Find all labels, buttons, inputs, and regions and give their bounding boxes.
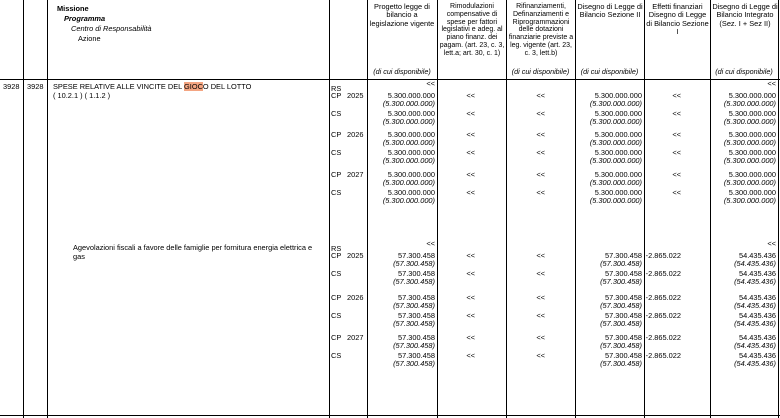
cell-effetti: <<	[672, 148, 681, 157]
cell-ddl-sez2-disponibile: (5.300.000.000)	[589, 156, 642, 165]
cell-ddl-sez2: 5.300.000.000	[594, 148, 642, 157]
cell-integrato-disponibile: (5.300.000.000)	[723, 99, 776, 108]
cell-effetti: -2.865.022	[645, 293, 681, 302]
cell-ddl-sez2: 57.300.458	[605, 293, 642, 302]
cell-rimodulazioni: <<	[466, 269, 475, 278]
cell-ddl-sez2-disponibile: (57.300.458)	[600, 259, 642, 268]
column-divider	[575, 0, 576, 418]
column-divider	[437, 0, 438, 418]
cell-progetto: 57.300.458	[398, 333, 435, 342]
cell-ddl-sez2: 5.300.000.000	[594, 188, 642, 197]
column-divider	[23, 0, 24, 418]
chapter-code-secondary: 3928	[27, 82, 44, 91]
cell-integrato-disponibile: (5.300.000.000)	[723, 156, 776, 165]
cell-effetti: -2.865.022	[645, 269, 681, 278]
cell-progetto: <<	[426, 239, 435, 248]
cell-rifinanziamenti: <<	[536, 170, 545, 179]
cell-rimodulazioni: <<	[466, 351, 475, 360]
cell-ddl-sez2: 57.300.458	[605, 251, 642, 260]
cell-integrato-disponibile: (54.435.436)	[734, 341, 776, 350]
chapter-title-text: SPESE RELATIVE ALLE VINCITE DEL	[53, 82, 185, 91]
row-type-label: CP	[331, 333, 342, 342]
cell-progetto-disponibile: (57.300.458)	[393, 359, 435, 368]
cell-rimodulazioni: <<	[466, 170, 475, 179]
cell-progetto-disponibile: (57.300.458)	[393, 301, 435, 310]
cell-rifinanziamenti: <<	[536, 293, 545, 302]
cell-rimodulazioni: <<	[466, 130, 475, 139]
cell-integrato-disponibile: (54.435.436)	[734, 277, 776, 286]
cell-integrato-disponibile: (54.435.436)	[734, 259, 776, 268]
header-di-cui-4: (di cui disponibile)	[580, 67, 639, 76]
cell-ddl-sez2: 57.300.458	[605, 351, 642, 360]
search-highlight: GIOC	[184, 82, 203, 91]
chapter-subcodes: ( 10.2.1 ) ( 1.1.2 )	[53, 91, 111, 100]
cell-integrato: 5.300.000.000	[728, 109, 776, 118]
cell-progetto: <<	[426, 79, 435, 88]
cell-ddl-sez2-disponibile: (5.300.000.000)	[589, 99, 642, 108]
cell-integrato-disponibile: (5.300.000.000)	[723, 196, 776, 205]
cell-progetto-disponibile: (57.300.458)	[393, 259, 435, 268]
cell-integrato: 54.435.436	[739, 351, 776, 360]
header-col-progetto: Progetto legge di bilancio a legislazione vigente	[369, 2, 435, 28]
row-type-label: CP	[331, 91, 342, 100]
header-divider	[0, 79, 780, 80]
cell-ddl-sez2: 5.300.000.000	[594, 91, 642, 100]
cell-effetti: <<	[672, 91, 681, 100]
cell-integrato: 5.300.000.000	[728, 188, 776, 197]
cell-effetti: <<	[672, 188, 681, 197]
row-type-label: CS	[331, 269, 342, 278]
cell-integrato: <<	[767, 79, 776, 88]
cell-integrato: 54.435.436	[739, 269, 776, 278]
cell-integrato-disponibile: (5.300.000.000)	[723, 178, 776, 187]
header-col-effetti: Effetti finanziari Disegno di Legge di Bilancio Sezione I	[646, 2, 709, 36]
cell-progetto-disponibile: (5.300.000.000)	[382, 178, 435, 187]
cell-rifinanziamenti: <<	[536, 311, 545, 320]
cell-effetti: -2.865.022	[645, 351, 681, 360]
header-missione: Missione	[57, 4, 89, 13]
cell-progetto: 57.300.458	[398, 351, 435, 360]
cell-progetto-disponibile: (57.300.458)	[393, 277, 435, 286]
row-type-label: CS	[331, 311, 342, 320]
cell-ddl-sez2: 5.300.000.000	[594, 130, 642, 139]
column-divider	[710, 0, 711, 418]
cell-rifinanziamenti: <<	[536, 130, 545, 139]
cell-rifinanziamenti: <<	[536, 351, 545, 360]
cell-ddl-sez2-disponibile: (5.300.000.000)	[589, 178, 642, 187]
header-di-cui-3: (di cui disponibile)	[511, 67, 570, 76]
cell-integrato: <<	[767, 239, 776, 248]
row-type-label: CP	[331, 130, 342, 139]
header-col-rifinanziamenti: Rifinanziamenti, Definanziamenti e Riprogrammazioni delle dotazioni finanziarie previste a leg. vigente (art. 23, c. 3, lett.b)	[508, 3, 574, 57]
header-col-integrato: Disegno di Legge di Bilancio Integrato (Sez. I + Sez II)	[712, 2, 778, 28]
row-year: 2025	[347, 91, 364, 100]
cell-rifinanziamenti: <<	[536, 91, 545, 100]
cell-progetto: 57.300.458	[398, 293, 435, 302]
cell-ddl-sez2-disponibile: (57.300.458)	[600, 341, 642, 350]
header-programma: Programma	[64, 14, 106, 23]
row-type-label: CS	[331, 351, 342, 360]
cell-rimodulazioni: <<	[466, 251, 475, 260]
cell-integrato-disponibile: (54.435.436)	[734, 301, 776, 310]
column-divider	[506, 0, 507, 418]
cell-integrato: 5.300.000.000	[728, 170, 776, 179]
cell-progetto-disponibile: (5.300.000.000)	[382, 117, 435, 126]
cell-effetti: <<	[672, 170, 681, 179]
cell-rimodulazioni: <<	[466, 148, 475, 157]
cell-integrato: 54.435.436	[739, 333, 776, 342]
header-azione: Azione	[78, 34, 101, 43]
cell-progetto: 57.300.458	[398, 251, 435, 260]
column-divider	[47, 0, 48, 418]
cell-ddl-sez2-disponibile: (57.300.458)	[600, 277, 642, 286]
cell-rimodulazioni: <<	[466, 293, 475, 302]
bottom-divider	[0, 415, 780, 416]
row-year: 2025	[347, 251, 364, 260]
cell-rifinanziamenti: <<	[536, 333, 545, 342]
row-year: 2026	[347, 130, 364, 139]
row-type-label: CS	[331, 148, 342, 157]
cell-progetto-disponibile: (5.300.000.000)	[382, 99, 435, 108]
column-divider	[329, 0, 330, 418]
cell-rifinanziamenti: <<	[536, 251, 545, 260]
cell-effetti: -2.865.022	[645, 311, 681, 320]
cell-ddl-sez2: 57.300.458	[605, 311, 642, 320]
cell-effetti: <<	[672, 130, 681, 139]
cell-ddl-sez2-disponibile: (57.300.458)	[600, 301, 642, 310]
row-type-label: CP	[331, 293, 342, 302]
cell-ddl-sez2-disponibile: (5.300.000.000)	[589, 196, 642, 205]
cell-progetto: 57.300.458	[398, 269, 435, 278]
cell-ddl-sez2: 57.300.458	[605, 269, 642, 278]
row-type-label: RS	[331, 244, 342, 253]
cell-ddl-sez2-disponibile: (5.300.000.000)	[589, 117, 642, 126]
cell-effetti: -2.865.022	[645, 333, 681, 342]
cell-progetto-disponibile: (57.300.458)	[393, 341, 435, 350]
cell-integrato-disponibile: (54.435.436)	[734, 359, 776, 368]
cell-ddl-sez2-disponibile: (5.300.000.000)	[589, 138, 642, 147]
cell-progetto: 5.300.000.000	[387, 91, 435, 100]
cell-progetto-disponibile: (5.300.000.000)	[382, 138, 435, 147]
chapter-title-text-end: O DEL LOTTO	[202, 82, 252, 91]
cell-progetto: 5.300.000.000	[387, 188, 435, 197]
header-col-rimodulazioni: Rimodulazioni compensative di spese per fattori legislativi e adeg. al piano finanz. dei pagam. (art. 23, c. 3, lett.a; art. 30, c. 1)	[439, 3, 505, 57]
row-year: 2027	[347, 333, 364, 342]
row-type-label: CS	[331, 109, 342, 118]
action-title: Agevolazioni fiscali a favore delle famiglie per fornitura energia elettrica e gas	[73, 243, 313, 261]
cell-progetto: 5.300.000.000	[387, 148, 435, 157]
header-centro: Centro di Responsabilità	[71, 24, 152, 33]
cell-rimodulazioni: <<	[466, 311, 475, 320]
cell-integrato-disponibile: (5.300.000.000)	[723, 117, 776, 126]
cell-rimodulazioni: <<	[466, 109, 475, 118]
cell-ddl-sez2: 5.300.000.000	[594, 109, 642, 118]
cell-rifinanziamenti: <<	[536, 269, 545, 278]
cell-progetto-disponibile: (5.300.000.000)	[382, 156, 435, 165]
cell-integrato: 5.300.000.000	[728, 148, 776, 157]
cell-progetto: 5.300.000.000	[387, 130, 435, 139]
cell-ddl-sez2: 5.300.000.000	[594, 170, 642, 179]
cell-effetti: <<	[672, 109, 681, 118]
cell-progetto-disponibile: (57.300.458)	[393, 319, 435, 328]
cell-rimodulazioni: <<	[466, 188, 475, 197]
header-di-cui-1: (di cui disponibile)	[373, 67, 431, 76]
row-type-label: CP	[331, 251, 342, 260]
row-year: 2026	[347, 293, 364, 302]
column-divider	[778, 0, 779, 418]
cell-integrato: 5.300.000.000	[728, 130, 776, 139]
cell-integrato: 54.435.436	[739, 311, 776, 320]
cell-effetti: -2.865.022	[645, 251, 681, 260]
cell-progetto: 5.300.000.000	[387, 170, 435, 179]
cell-integrato: 54.435.436	[739, 251, 776, 260]
cell-ddl-sez2-disponibile: (57.300.458)	[600, 319, 642, 328]
cell-rimodulazioni: <<	[466, 333, 475, 342]
cell-integrato: 5.300.000.000	[728, 91, 776, 100]
cell-rifinanziamenti: <<	[536, 109, 545, 118]
row-type-label: CP	[331, 170, 342, 179]
cell-progetto: 5.300.000.000	[387, 109, 435, 118]
chapter-code: 3928	[3, 82, 20, 91]
cell-ddl-sez2: 57.300.458	[605, 333, 642, 342]
header-col-ddl-sez2: Disegno di Legge di Bilancio Sezione II	[577, 2, 643, 20]
column-divider	[367, 0, 368, 418]
cell-rifinanziamenti: <<	[536, 148, 545, 157]
cell-ddl-sez2-disponibile: (57.300.458)	[600, 359, 642, 368]
cell-progetto-disponibile: (5.300.000.000)	[382, 196, 435, 205]
row-year: 2027	[347, 170, 364, 179]
header-di-cui-6: (di cui disponibile)	[715, 67, 773, 76]
cell-progetto: 57.300.458	[398, 311, 435, 320]
cell-integrato: 54.435.436	[739, 293, 776, 302]
cell-rifinanziamenti: <<	[536, 188, 545, 197]
row-type-label: RS	[331, 84, 342, 93]
cell-integrato-disponibile: (5.300.000.000)	[723, 138, 776, 147]
cell-integrato-disponibile: (54.435.436)	[734, 319, 776, 328]
cell-rimodulazioni: <<	[466, 91, 475, 100]
row-type-label: CS	[331, 188, 342, 197]
